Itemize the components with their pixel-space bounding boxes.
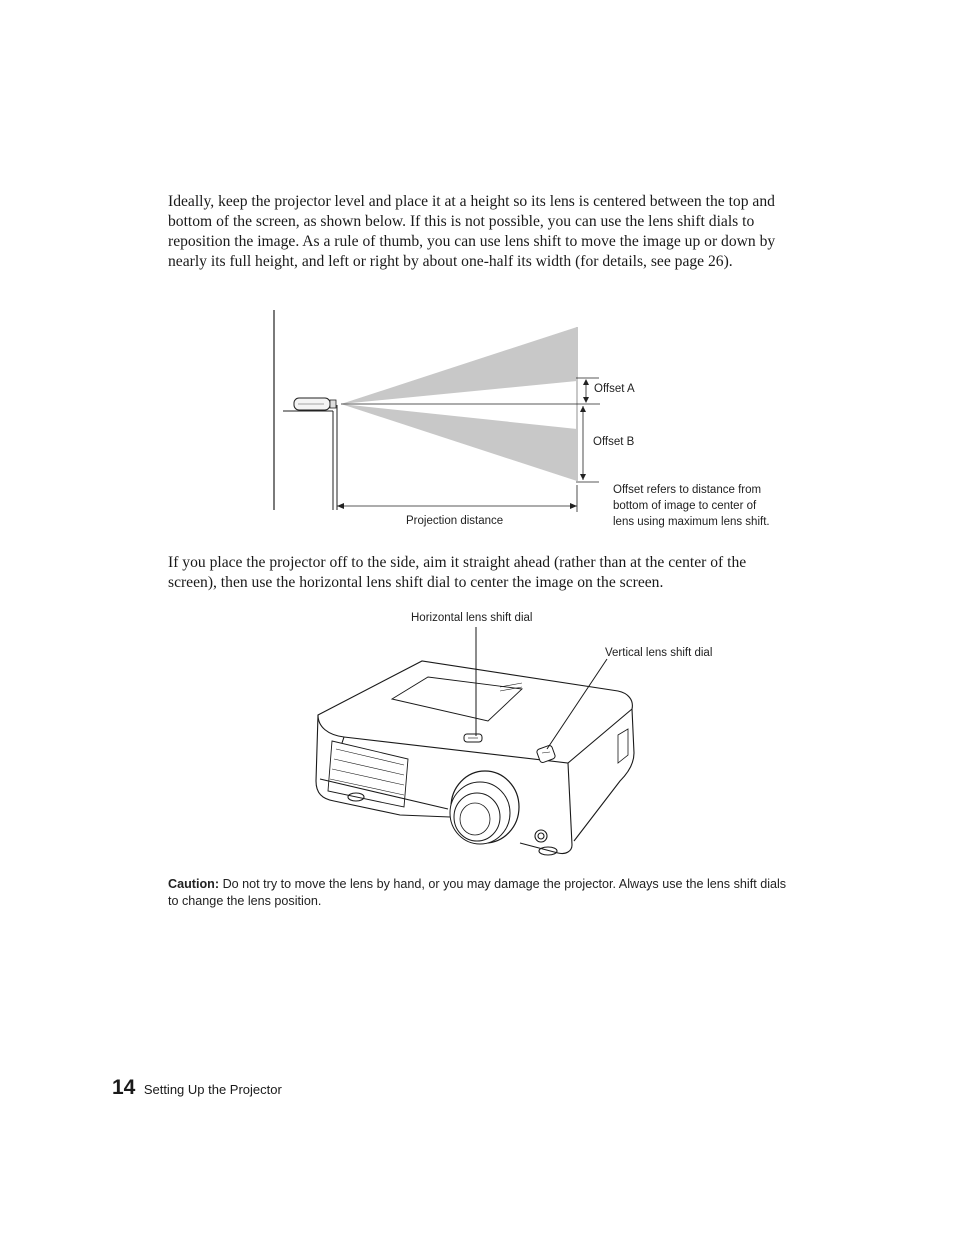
section-title: Setting Up the Projector: [143, 1082, 282, 1097]
horizontal-lens-shift-dial-icon: [464, 734, 482, 742]
projector-side-icon: [294, 398, 336, 410]
lower-light-beam: [341, 404, 577, 481]
intro-paragraph: Ideally, keep the projector level and place it at a height so its lens is centered between the top and bottom of the screen, as shown below. If this is not possible, you can use the lens shift dials to reposition the image. As a rule of thumb, you can use lens shift to move the image up or down by nearly its full height, and left or right by about one-half its width (for details, see page 26).: [168, 193, 776, 270]
offset-a-label: Offset A: [594, 383, 635, 395]
projection-distance-label: Projection distance: [406, 515, 504, 527]
caution-label: Caution:: [168, 877, 220, 891]
lens: [450, 771, 519, 844]
projection-offset-diagram: [250, 305, 810, 535]
horizontal-dial-label: Horizontal lens shift dial: [411, 612, 533, 624]
upper-light-beam: [341, 327, 577, 404]
vertical-dial-label: Vertical lens shift dial: [605, 647, 713, 659]
page-number: 14: [112, 1076, 136, 1099]
offset-note-line3: lens using maximum lens shift.: [613, 516, 770, 528]
projection-distance-arrow: [337, 485, 577, 512]
page-footer: [112, 1076, 282, 1100]
caution-note: [168, 876, 788, 910]
caution-text: Do not try to move the lens by hand, or you may damage the projector. Always use the lens shift dials to change the lens position.: [168, 877, 787, 908]
offset-b-label: Offset B: [593, 436, 635, 448]
offset-note-line1: Offset refers to distance from: [613, 484, 762, 496]
offset-note-line2: bottom of image to center of: [613, 500, 757, 512]
projector-dials-illustration: [300, 603, 750, 865]
side-placement-paragraph: If you place the projector off to the side, aim it straight ahead (rather than at the center of the screen), then use the horizontal lens shift dial to center the image on the screen.: [168, 554, 747, 591]
